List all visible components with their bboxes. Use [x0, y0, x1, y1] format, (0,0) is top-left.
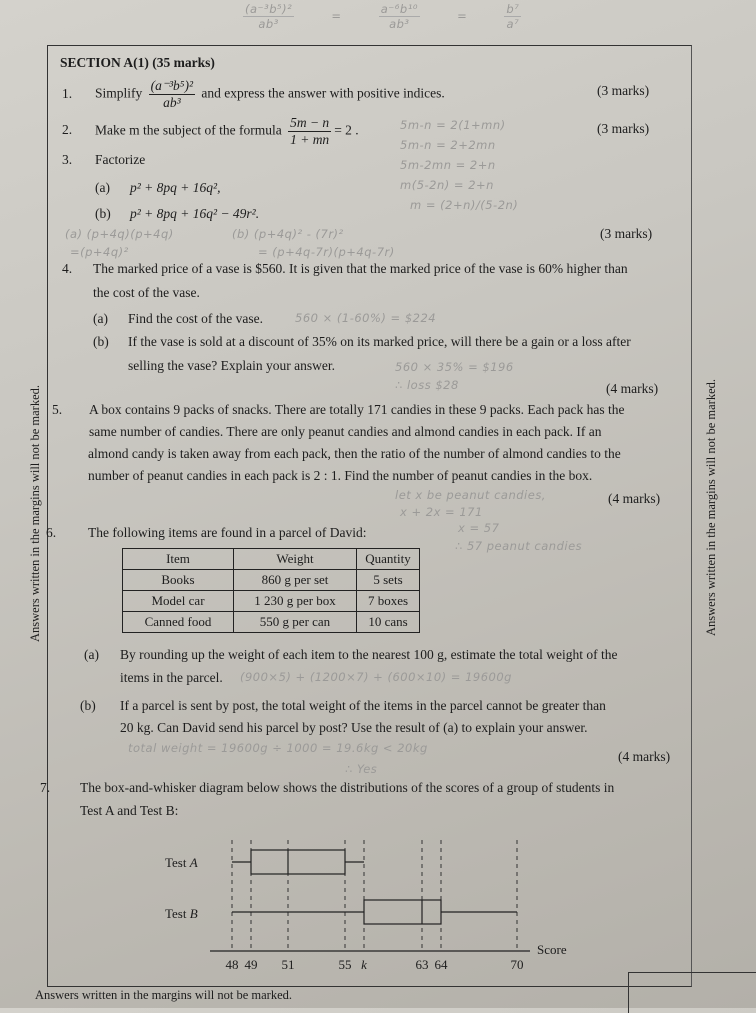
handwriting: x + 2x = 171	[400, 505, 483, 519]
q4b-label: (b)	[93, 334, 109, 349]
table-cell: 5 sets	[357, 570, 420, 591]
q6a-label: (a)	[84, 647, 99, 662]
q3a-label: (a)	[95, 180, 110, 195]
q5-line: almond candy is taken away from each pack, then the ratio of the number of almond candies to the	[88, 446, 621, 461]
q1-marks: (3 marks)	[597, 83, 650, 98]
table-header-row	[123, 549, 420, 570]
q4a-text: Find the cost of the vase.	[128, 311, 263, 326]
table-cell: 7 boxes	[357, 591, 420, 612]
right-margin-note: Answers written in the margins will not be marked.	[704, 378, 718, 636]
q1-frac-den: ab³	[163, 95, 181, 110]
hw-num: a⁻⁶b¹⁰	[380, 2, 418, 16]
hw-num: b⁷	[506, 2, 520, 16]
left-margin-note: Answers written in the margins will not be marked.	[28, 384, 42, 642]
handwriting: 5m-2mn = 2+n	[400, 158, 496, 172]
table-cell: Canned food	[123, 612, 234, 633]
box-1	[364, 900, 441, 924]
table-cell: 10 cans	[357, 612, 420, 633]
q4-marks: (4 marks)	[606, 381, 659, 396]
q1-pre: Simplify	[95, 85, 143, 101]
handwriting: let x be peanut candies,	[395, 488, 546, 502]
table-row	[123, 612, 420, 633]
tick-label: 63	[415, 957, 429, 972]
tick-label: 49	[244, 957, 258, 972]
question-3-number: 3.	[62, 152, 73, 167]
q6-marks: (4 marks)	[618, 749, 671, 764]
q3b-label: (b)	[95, 206, 111, 221]
tick-label: 64	[434, 957, 448, 972]
q6b-label: (b)	[80, 698, 96, 713]
q6b-line-1: If a parcel is sent by post, the total weight of the items in the parcel cannot be greater than	[120, 698, 606, 713]
table-cell: Model car	[123, 591, 234, 612]
q3-marks: (3 marks)	[600, 226, 653, 241]
handwriting: 560 × (1-60%) = $224	[295, 311, 437, 325]
section-title: SECTION A(1) (35 marks)	[60, 55, 215, 70]
q2-post: = 2 .	[334, 122, 359, 138]
q3a-expression: p² + 8pq + 16q²,	[130, 180, 221, 195]
tick-label: 70	[510, 957, 524, 972]
handwriting: ∴ loss $28	[395, 378, 459, 392]
hw-den: ab³	[258, 17, 279, 31]
question-3-text: Factorize	[95, 152, 146, 167]
handwriting: total weight = 19600g ÷ 1000 = 19.6kg < 20kg	[128, 741, 428, 755]
q4a-label: (a)	[93, 311, 108, 326]
axis-label: Score	[537, 942, 567, 957]
q2-pre: Make m the subject of the formula	[95, 122, 282, 138]
table-cell: Books	[123, 570, 234, 591]
hw-den: ab³	[389, 17, 410, 31]
q1-frac-num: (a⁻³b⁵)²	[150, 78, 194, 93]
box-0	[251, 850, 345, 874]
q2-frac-den: 1 + mn	[290, 132, 330, 147]
handwriting: (b) (p+4q)² - (7r)²	[232, 227, 344, 241]
q7-line-1: The box-and-whisker diagram below shows the distributions of the scores of a group of students in	[80, 780, 615, 795]
handwriting: (900×5) + (1200×7) + (600×10) = 19600g	[240, 670, 512, 684]
q6-intro: The following items are found in a parcel of David:	[88, 525, 367, 540]
table-cell: 1 230 g per box	[234, 591, 357, 612]
question-2-number: 2.	[62, 122, 73, 137]
handwriting-q1-answer	[240, 2, 524, 31]
table-row	[123, 570, 420, 591]
hw-den: a⁷	[506, 17, 520, 31]
q4b-line-2: selling the vase? Explain your answer.	[128, 358, 335, 373]
tick-label: 55	[338, 957, 352, 972]
handwriting: 5m-n = 2+2mn	[400, 138, 496, 152]
q6b-line-2: 20 kg. Can David send his parcel by post? Use the result of (a) to explain your answer.	[120, 720, 588, 735]
q4-line-2: the cost of the vase.	[93, 285, 200, 300]
table-header: Item	[123, 549, 234, 570]
table-cell: 550 g per can	[234, 612, 357, 633]
question-1-text	[95, 78, 445, 111]
table-header: Quantity	[357, 549, 420, 570]
tick-label: 51	[281, 957, 295, 972]
table-row	[123, 591, 420, 612]
q5-marks: (4 marks)	[608, 491, 661, 506]
box-and-whisker-diagram	[0, 830, 756, 980]
q2-frac-num: 5m − n	[290, 115, 330, 130]
table-cell: 860 g per set	[234, 570, 357, 591]
handwriting: 5m-n = 2(1+mn)	[400, 118, 506, 132]
tick-label: k	[361, 957, 367, 972]
q7-line-2: Test A and Test B:	[80, 803, 179, 818]
q6a-line-1: By rounding up the weight of each item to the nearest 100 g, estimate the total weight of the	[120, 647, 618, 662]
hw-eq: =	[457, 9, 468, 23]
handwriting: ∴ Yes	[345, 762, 378, 776]
handwriting: (a) (p+4q)(p+4q)	[65, 227, 174, 241]
series-label-1: Test B	[165, 906, 198, 921]
question-2-text	[95, 115, 359, 148]
question-5-number: 5.	[52, 402, 63, 417]
q4b-line-1: If the vase is sold at a discount of 35% on its marked price, will there be a gain or a loss after	[128, 334, 631, 349]
handwriting: m(5-2n) = 2+n	[400, 178, 494, 192]
question-4-number: 4.	[62, 261, 73, 276]
q2-marks: (3 marks)	[597, 121, 650, 136]
q4-line-1: The marked price of a vase is $560. It is given that the marked price of the vase is 60% higher than	[93, 261, 628, 276]
tick-label: 48	[225, 957, 239, 972]
parcel-items-table	[122, 548, 420, 633]
question-1-number: 1.	[62, 86, 73, 101]
q5-line: same number of candies. There are only peanut candies and almond candies in each pack. If an	[89, 424, 602, 439]
table-header: Weight	[234, 549, 357, 570]
handwriting: x = 57	[458, 521, 500, 535]
hw-eq: =	[331, 9, 342, 23]
handwriting: ∴ 57 peanut candies	[455, 539, 583, 553]
handwriting: m = (2+n)/(5-2n)	[410, 198, 519, 212]
q5-line: A box contains 9 packs of snacks. There are totally 171 candies in these 9 packs. Each pack has the	[89, 402, 625, 417]
question-6-number: 6.	[46, 525, 57, 540]
hw-num: (a⁻³b⁵)²	[245, 2, 293, 16]
handwriting: 560 × 35% = $196	[395, 360, 514, 374]
q3b-expression: p² + 8pq + 16q² − 49r².	[130, 206, 260, 221]
score-box	[628, 972, 756, 1013]
handwriting: = (p+4q-7r)(p+4q-7r)	[258, 245, 395, 259]
question-7-number: 7.	[40, 780, 51, 795]
series-label-0: Test A	[165, 855, 198, 870]
q6a-line-2: items in the parcel.	[120, 670, 223, 685]
q1-post: and express the answer with positive indices.	[201, 85, 445, 101]
q5-line: number of peanut candies in each pack is 2 : 1. Find the number of peanut candies in the box.	[88, 468, 593, 483]
footer-note: Answers written in the margins will not be marked.	[35, 988, 293, 1002]
handwriting: =(p+4q)²	[70, 245, 129, 259]
